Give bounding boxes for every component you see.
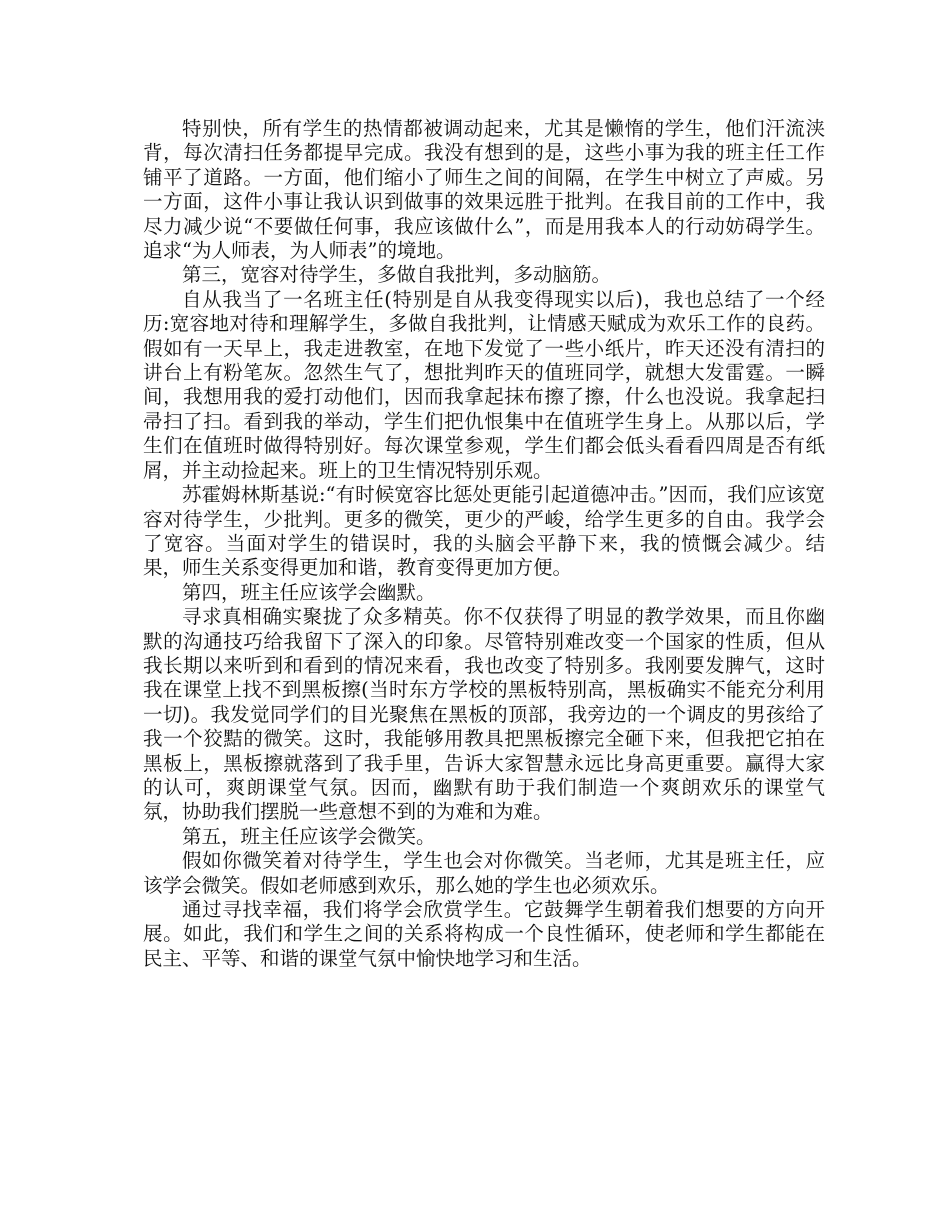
paragraph-4: 寻求真相确实聚拢了众多精英。你不仅获得了明显的教学效果，而且你幽默的沟通技巧给我留下了深入的印象。尽管特别难改变一个国家的性质，但从我长期以来听到和看到的情况来看，我也改变了特别多。我刚要发脾气，这时我在课堂上找不到黑板擦(当时东方学校的黑板特别高，黑板确实不能充分利用一切)。我发觉同学们的目光聚焦在黑板的顶部，我旁边的一个调皮的男孩给了我一个狡黠的微笑。这时，我能够用教具把黑板擦完全砸下来，但我把它拍在黑板上，黑板擦就落到了我手里，告诉大家智慧永远比身高更重要。赢得大家的认可，爽朗课堂气氛。因而，幽默有助于我们制造一个爽朗欢乐的课堂气氛，协助我们摆脱一些意想不到的为难和为难。 xyxy=(143,605,825,824)
paragraph-6: 通过寻找幸福，我们将学会欣赏学生。它鼓舞学生朝着我们想要的方向开展。如此，我们和学生之间的关系将构成一个良性循环，使老师和学生都能在民主、平等、和谐的课堂气氛中愉快地学习和生活。 xyxy=(143,898,825,970)
paragraph-5: 假如你微笑着对待学生，学生也会对你微笑。当老师，尤其是班主任，应该学会微笑。假如老师感到欢乐，那么她的学生也必须欢乐。 xyxy=(143,849,825,897)
paragraph-1: 特别快，所有学生的热情都被调动起来，尤其是懒惰的学生，他们汗流浃背，每次清扫任务都提早完成。我没有想到的是，这些小事为我的班主任工作铺平了道路。一方面，他们缩小了师生之间的间隔，在学生中树立了声威。另一方面，这件小事让我认识到做事的效果远胜于批判。在我目前的工作中，我尽力减少说“不要做任何事，我应该做什么”，而是用我本人的行动妨碍学生。追求“为人师表，为人师表”的境地。 xyxy=(143,117,825,263)
document-body xyxy=(143,117,825,971)
section-heading-4: 第四，班主任应该学会幽默。 xyxy=(182,580,436,604)
paragraph-3: 苏霍姆林斯基说:“有时候宽容比惩处更能引起道德冲击。”因而，我们应该宽容对待学生，少批判。更多的微笑，更少的严峻，给学生更多的自由。我学会了宽容。当面对学生的错误时，我的头脑会平静下来，我的愤慨会减少。结果，师生关系变得更加和谐，教育变得更加方便。 xyxy=(143,483,825,580)
section-heading-5: 第五，班主任应该学会微笑。 xyxy=(182,824,436,848)
section-heading-3: 第三，宽容对待学生，多做自我批判，多动脑筋。 xyxy=(182,263,612,287)
paragraph-2: 自从我当了一名班主任(特别是自从我变得现实以后)，我也总结了一个经历:宽容地对待和理解学生，多做自我批判，让情感天赋成为欢乐工作的良药。假如有一天早上，我走进教室，在地下发觉了一些小纸片，昨天还没有清扫的讲台上有粉笔灰。忽然生气了，想批判昨天的值班同学，就想大发雷霆。一瞬间，我想用我的爱打动他们，因而我拿起抹布擦了擦，什么也没说。我拿起扫帚扫了扫。看到我的举动，学生们把仇恨集中在值班学生身上。从那以后，学生们在值班时做得特别好。每次课堂参观，学生们都会低头看看四周是否有纸屑，并主动捡起来。班上的卫生情况特别乐观。 xyxy=(143,287,825,482)
